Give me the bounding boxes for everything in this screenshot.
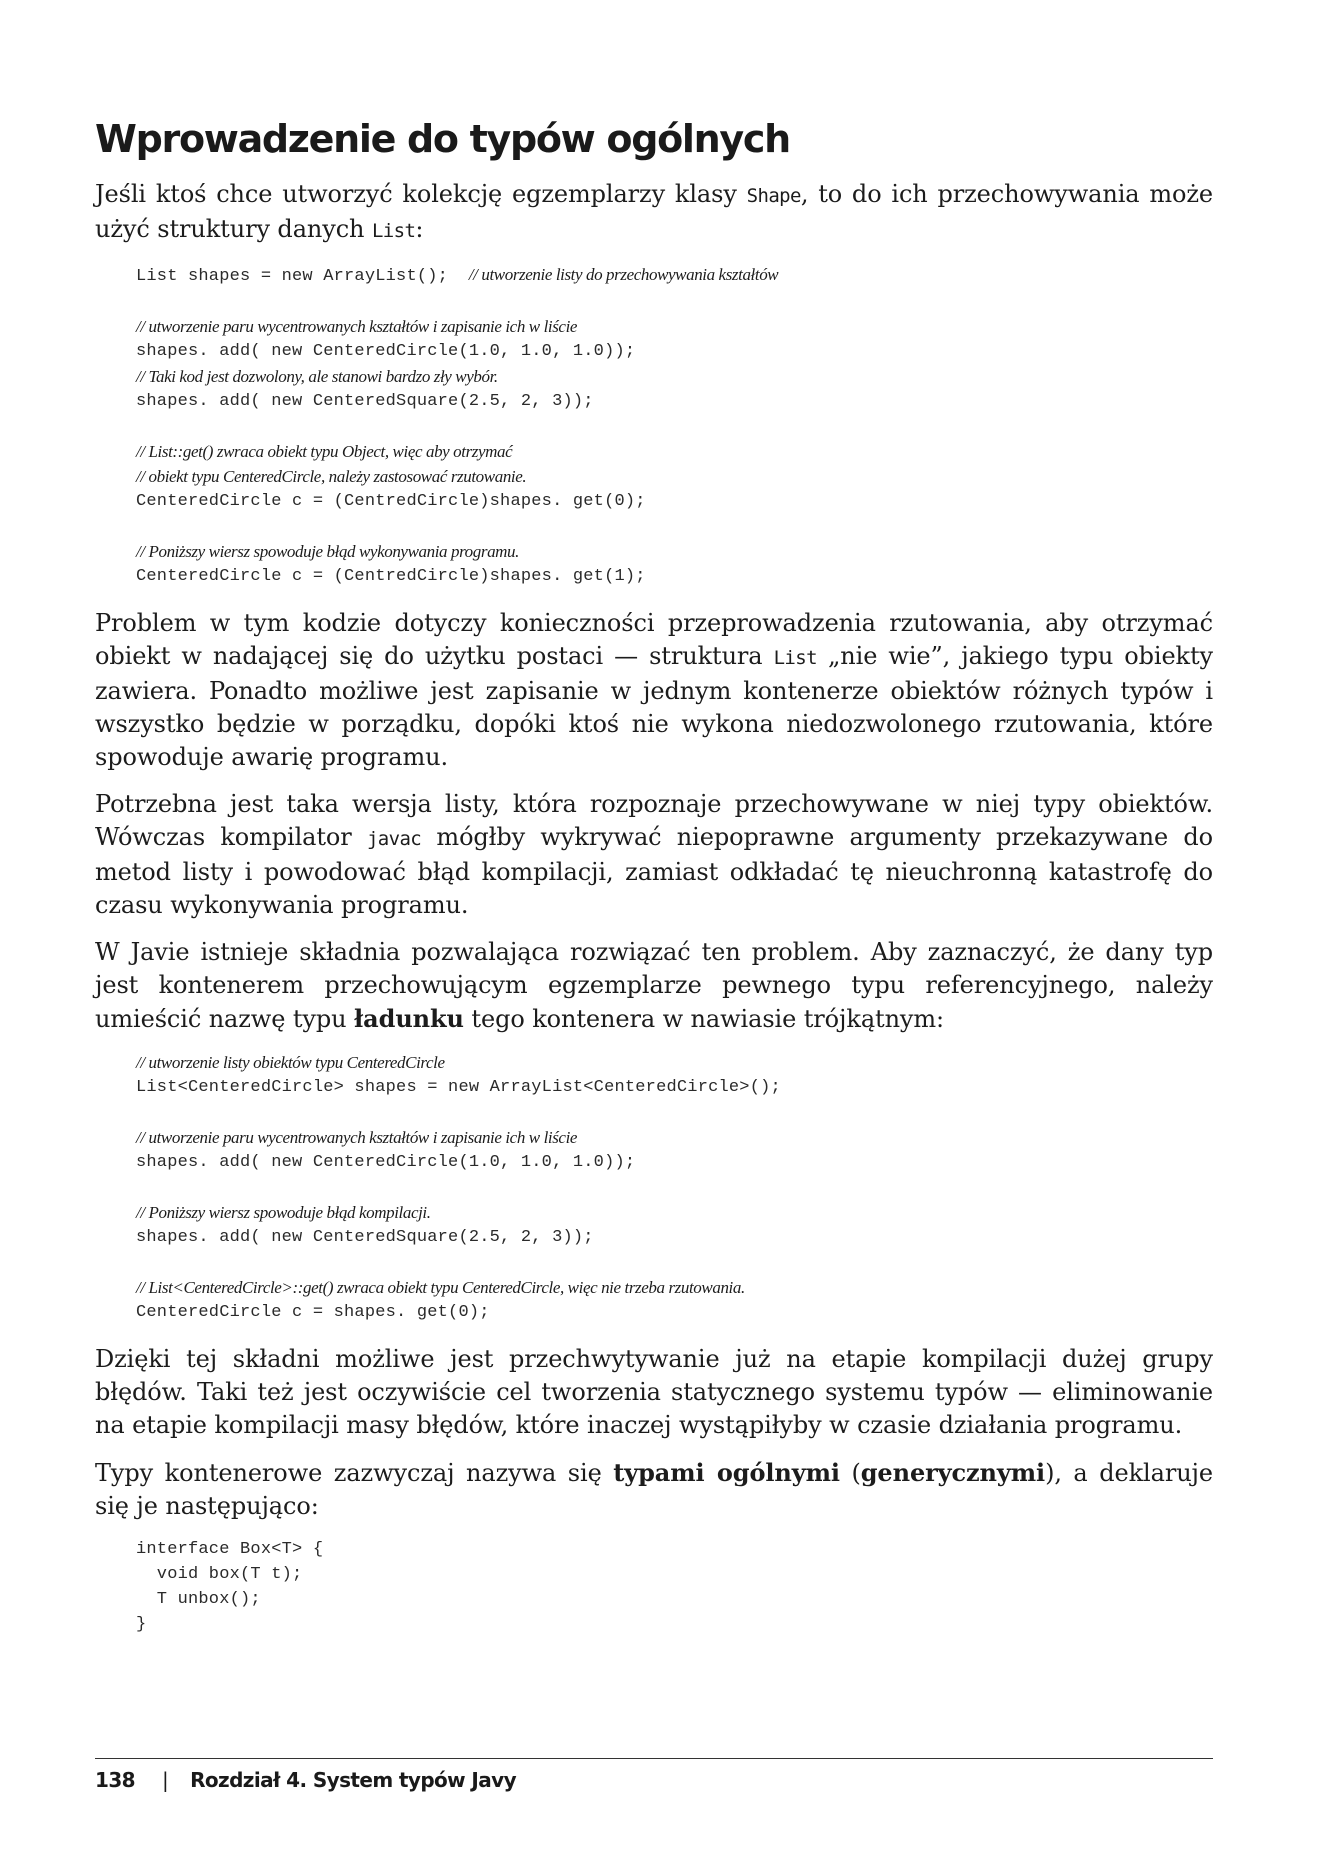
code-listing-box-interface <box>136 1537 1213 1637</box>
text: Potrzebna jest taka wersja listy, która rozpoznaje przechowywane w niej typy obiektów. Wówczas kompilator <box>95 789 1213 851</box>
code-blank-line <box>136 1100 1213 1125</box>
code-comment: // utworzenie listy do przechowywania kształtów <box>468 264 779 284</box>
text: W Javie istnieje składnia pozwalająca rozwiązać ten problem. Aby zaznaczyć, że dany typ jest kontenerem przechowującym egzemplarze pewnego typu referencyjnego, należy umieścić nazwę typu <box>95 937 1213 1033</box>
footer-separator: | <box>161 1768 169 1792</box>
chapter-title: Rozdział 4. System typów Javy <box>190 1768 517 1792</box>
code-blank-line <box>136 1175 1213 1200</box>
code-listing-generic-list <box>136 1050 1213 1325</box>
code-line: CenteredCircle c = shapes. get(0); <box>136 1302 490 1322</box>
code-line: List<CenteredCircle> shapes = new ArrayList<CenteredCircle>(); <box>136 1077 781 1097</box>
code-comment: // Taki kod jest dozwolony, ale stanowi bardzo zły wybór. <box>136 366 498 386</box>
text: ( <box>839 1458 861 1487</box>
term-generic-types: typami ogólnymi <box>613 1457 840 1487</box>
inline-code-list: List <box>371 219 416 242</box>
text: Problem w tym kodzie dotyczy konieczności przeprowadzenia rzutowania, aby otrzymać obiekt w nadającej się do użytku postaci — struktura <box>95 608 1213 670</box>
text: : <box>415 214 424 243</box>
text: ), a deklaruje się je następująco: <box>95 1458 1213 1520</box>
code-line: CenteredCircle c = (CentredCircle)shapes. get(1); <box>136 566 646 586</box>
code-line: shapes. add( new CenteredSquare(2.5, 2, 3)); <box>136 391 594 411</box>
code-line: T unbox(); <box>136 1589 261 1609</box>
code-line: shapes. add( new CenteredCircle(1.0, 1.0, 1.0)); <box>136 341 636 361</box>
text: mógłby wykrywać niepoprawne argumenty przekazywane do metod listy i powodować błąd kompilacji, zamiast odkładać tę nieuchronną katastrofę do czasu wykonywania programu. <box>95 822 1213 919</box>
page-number: 138 <box>95 1768 135 1792</box>
paragraph-benefits: Dzięki tej składni możliwe jest przechwytywanie już na etapie kompilacji dużej grupy błędów. Taki też jest oczywiście cel tworzenia statycznego systemu typów — eliminowanie na etapie kompilacji masy błędów, które inaczej wystąpiłyby w czasie działania programu. <box>95 1344 1213 1439</box>
code-comment: // utworzenie paru wycentrowanych kształtów i zapisanie ich w liście <box>136 316 578 336</box>
code-line: CenteredCircle c = (CentredCircle)shapes. get(0); <box>136 491 646 511</box>
code-comment: // List::get() zwraca obiekt typu Object, więc aby otrzymać <box>136 441 513 461</box>
code-comment: // Poniższy wiersz spowoduje błąd kompilacji. <box>136 1202 431 1222</box>
code-blank-line <box>136 1250 1213 1275</box>
paragraph-syntax <box>95 936 1213 1036</box>
code-listing-raw-list <box>136 262 1213 589</box>
paragraph-problem <box>95 607 1213 774</box>
paragraph-typed-list <box>95 788 1213 922</box>
inline-code-javac: javac <box>366 827 422 850</box>
code-blank-line <box>136 514 1213 539</box>
inline-code-list: List <box>773 646 817 669</box>
text: Typy kontenerowe zazwyczaj nazywa się <box>95 1458 614 1487</box>
code-blank-line <box>136 289 1213 314</box>
term-payload: ładunku <box>354 1003 464 1033</box>
text: tego kontenera w nawiasie trójkątnym: <box>463 1004 945 1033</box>
code-line: shapes. add( new CenteredCircle(1.0, 1.0, 1.0)); <box>136 1152 636 1172</box>
code-line: interface Box<T> { <box>136 1539 324 1559</box>
code-line: shapes. add( new CenteredSquare(2.5, 2, 3)); <box>136 1227 594 1247</box>
section-heading: Wprowadzenie do typów ogólnych <box>95 117 790 161</box>
text: Jeśli ktoś chce utworzyć kolekcję egzemplarzy klasy <box>95 179 747 208</box>
code-comment: // List<CenteredCircle>::get() zwraca obiekt typu CenteredCircle, więc nie trzeba rzutowania. <box>136 1277 745 1297</box>
text: , to do ich przechowywania może użyć struktury danych <box>95 179 1214 243</box>
code-text: List shapes = new ArrayList(); <box>136 266 469 286</box>
code-comment: // utworzenie listy obiektów typu CenteredCircle <box>136 1052 445 1072</box>
code-line: void box(T t); <box>136 1564 303 1584</box>
paragraph-intro <box>95 178 1213 248</box>
page-content <box>95 118 1213 1655</box>
code-comment: // Poniższy wiersz spowoduje błąd wykonywania programu. <box>136 541 520 561</box>
code-comment: // obiekt typu CenteredCircle, należy zastosować rzutowanie. <box>136 466 527 486</box>
code-blank-line <box>136 414 1213 439</box>
code-comment: // utworzenie paru wycentrowanych kształtów i zapisanie ich w liście <box>136 1127 578 1147</box>
term-generics: generycznymi <box>860 1457 1046 1487</box>
footer-divider <box>95 1758 1213 1759</box>
code-line: } <box>136 1614 147 1634</box>
paragraph-generic-types <box>95 1456 1213 1523</box>
code-line <box>136 262 1213 289</box>
inline-code-shape: Shape <box>746 184 801 207</box>
text: „nie wie”, jakiego typu obiekty zawiera. Ponadto możliwe jest zapisanie w jednym kontenerze obiektów różnych typów i wszystko będzie w porządku, dopóki ktoś nie wykona niedozwolonego rzutowania, które spowoduje awarię programu. <box>95 641 1213 771</box>
page-footer <box>95 1768 516 1792</box>
